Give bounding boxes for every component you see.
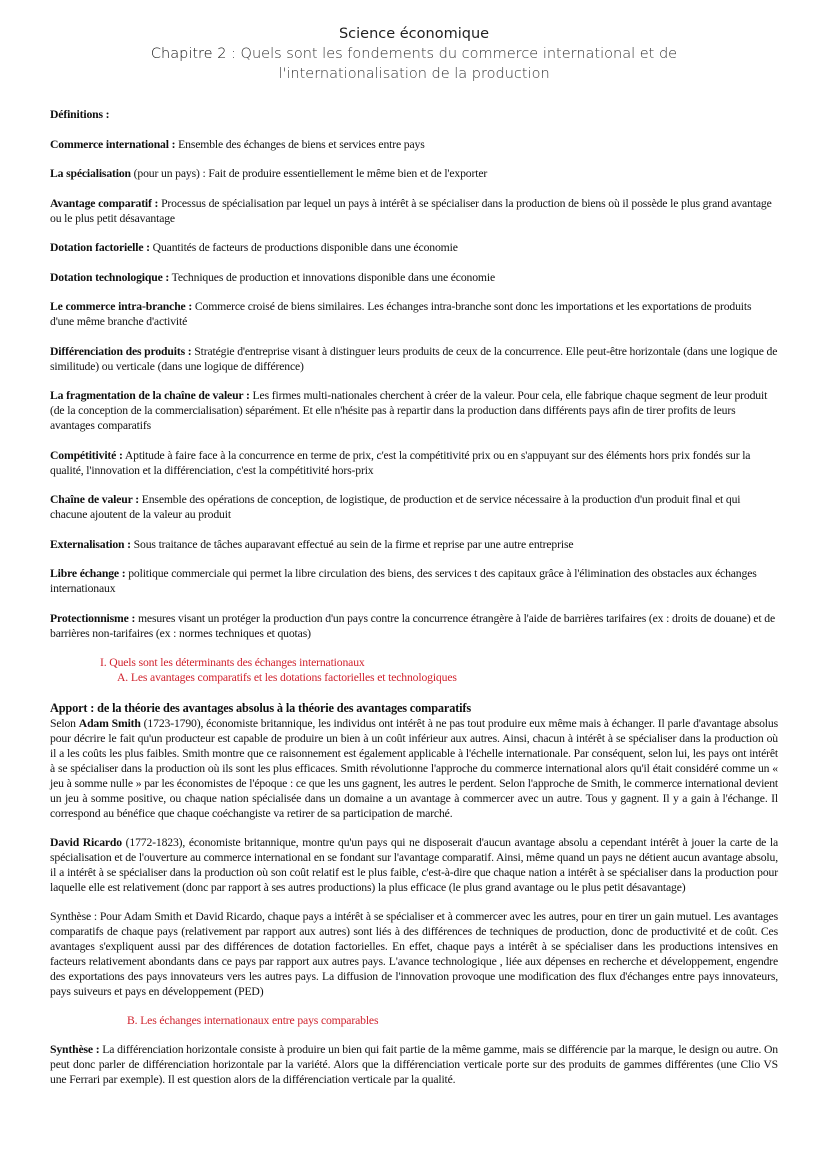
synthese-label: Synthèse : xyxy=(50,1043,100,1056)
definitions-heading: Définitions : xyxy=(50,108,110,121)
synthese-text: La différenciation horizontale consiste à produire un bien qui fait partie de la même gamme, mais se différencie par la marque, le design ou autre. On peut donc parler de différenciation horizontale par la variété. Alors que la différenciation verticale porte sur des produits de gammes différentes (une Clio VS une Ferrari par exemple). Il est question alors de la différenciation verticale par la qualité. xyxy=(50,1043,778,1086)
definition-item xyxy=(50,344,778,374)
definition-item xyxy=(50,299,778,329)
definition-text: mesures visant un protéger la production d'un pays contre la concurrence étrangère à l'aide de barrières tarifaires (ex : droits de douane) et de barrières non-tarifaires (ex : normes techniques et quotas) xyxy=(50,611,775,640)
definition-term: Avantage comparatif : xyxy=(50,196,159,210)
definition-term: La spécialisation xyxy=(50,167,131,180)
definition-item xyxy=(50,388,778,433)
definition-item xyxy=(50,270,778,285)
definition-term: Compétitivité : xyxy=(50,448,123,462)
definition-item xyxy=(50,196,778,226)
definition-text: Commerce croisé de biens similaires. Les échanges intra-branche sont donc les importations et les exportations de produits d'une même branche d'activité xyxy=(50,300,752,328)
definition-text: Processus de spécialisation par lequel un pays à intérêt à se spécialiser dans la production de biens où il possède le plus grand avantage ou le plus petit désavantage xyxy=(50,196,772,225)
definition-text: Sous traitance de tâches auparavant effectué au sein de la firme et reprise par une autre entreprise xyxy=(130,537,574,551)
definition-text: Aptitude à faire face à la concurrence en terme de prix, c'est la compétitivité prix ou en s'appuyant sur des éléments hors prix fondés sur la qualité, l'innovation et la différenciation, c'est la compétitivité hors-prix xyxy=(50,448,751,477)
definition-item xyxy=(50,137,778,152)
definition-term: La fragmentation de la chaîne de valeur : xyxy=(50,389,250,402)
definition-item xyxy=(50,611,778,641)
definition-term: Commerce international : xyxy=(50,137,176,151)
section-heading-IA: A. Les avantages comparatifs et les dotations factorielles et technologiques xyxy=(117,671,457,684)
definition-text: Quantités de facteurs de productions disponible dans une économie xyxy=(149,241,458,254)
chapter-title xyxy=(80,44,748,84)
definition-term: Chaîne de valeur : xyxy=(50,493,139,506)
chapter-label: Chapitre 2 : xyxy=(150,46,236,62)
synthese-paragraph-2 xyxy=(50,1042,778,1087)
smith-pre: Selon xyxy=(50,717,79,730)
smith-paragraph xyxy=(50,716,778,821)
definition-item xyxy=(50,537,778,552)
definition-item xyxy=(50,492,778,522)
definition-text: Techniques de production et innovations disponible dans une économie xyxy=(169,270,495,284)
document-header xyxy=(0,24,828,84)
definition-text: Ensemble des échanges de biens et services entre pays xyxy=(175,137,425,151)
subject-title: Science économique xyxy=(338,26,490,42)
section-headings xyxy=(50,655,778,685)
section-heading-IB: B. Les échanges internationaux entre pays comparables xyxy=(127,1014,379,1027)
definition-term: Dotation technologique : xyxy=(50,270,170,284)
definition-item xyxy=(50,166,778,181)
definition-item xyxy=(50,566,778,596)
definition-text: Les firmes multi-nationales cherchent à créer de la valeur. Pour cela, elle fabrique chaque segment de leur produit (de la conception de la commercialisation) séparément. Et elle n'hésite pas à repartir dans la production dans différents pays afin de tirer profits de leurs avantages comparatifs xyxy=(50,389,768,432)
ricardo-text: (1772-1823), économiste britannique, montre qu'un pays qui ne disposerait d'aucun avantage absolu a cependant intérêt à jouer la carte de la spécialisation et de l'ouverture au commerce international en se fondant sur l'avantage comparatif. Ainsi, même quand un pays ne détient aucun avantage absolu, il a intérêt à se spécialiser dans la production où son coût relatif est le plus faible, c'est-à-dire que chaque nation a intérêt à se spécialiser dans la production pour laquelle elle est relativement (donc par rapport à ses autres productions) la plus efficace (le plus grand avantage ou le plus petit désavantage) xyxy=(50,836,778,894)
apport-heading: Apport : de la théorie des avantages absolus à la théorie des avantages comparatifs xyxy=(50,701,471,715)
ricardo-name: David Ricardo xyxy=(50,836,122,849)
definition-text: Ensemble des opérations de conception, de logistique, de production et de service nécessaire à la production d'un produit final et qui chacune ajoutent de la valeur au produit xyxy=(50,493,741,521)
definition-item xyxy=(50,448,778,478)
document-body xyxy=(50,107,778,1101)
definition-text: Stratégie d'entreprise visant à distinguer leurs produits de ceux de la concurrence. Elle peut-être horizontale (dans une logique de similitude) ou verticale (dans une logique de différence) xyxy=(50,344,778,373)
definition-text: politique commerciale qui permet la libre circulation des biens, des services t des capitaux grâce à l'élimination des obstacles aux échanges internationaux xyxy=(50,567,757,595)
chapter-text: Quels sont les fondements du commerce international et de l'internationalisation de la production xyxy=(235,46,678,82)
smith-text: (1723-1790), économiste britannique, les individus ont intérêt à ne pas tout produire eux même mais à échanger. Il parle d'avantage absolus pour décrire le fait qu'un producteur est capable de produire un bien à un coût inférieur aux autres. Ainsi, chacun à intérêt à se spécialiser dans la production où il a les coûts les plus faibles. Smith montre que ce raisonnement est également applicable à l'échelle internationale. Par conséquent, selon lui, les pays ont intérêt à se spécialiser dans la production où ils sont les plus efficaces. Smith révolutionne l'approche du commerce international alors qu'il était considéré comme un « jeu à somme nulle » par les économistes de l'époque : ce que les uns gagnent, les autres le perdent. Selon l'approche de Smith, le commerce international devient un jeu à somme positive, ou chaque nation spécialisée dans un domaine a un avantage à commercer avec un autre. Tous y gagnent. Il y a gain à l'échange. Il correspond au bénéfice que chaque coéchangiste va retirer de sa participation de marché. xyxy=(50,717,778,820)
definition-term: Le commerce intra-branche : xyxy=(50,300,193,313)
definition-text: (pour un pays) : Fait de produire essentiellement le même bien et de l'exporter xyxy=(130,167,488,180)
synthese-paragraph-1: Synthèse : Pour Adam Smith et David Ricardo, chaque pays a intérêt à se spécialiser et à commercer avec les autres, pour en tirer un gain mutuel. Les avantages comparatifs de chaque pays (relativement par rapport aux autres) sont liés à des différences de techniques de production, donc de productivité et de coût. Ces avantages s'expliquent aussi par des différences de dotation factorielles. En effet, chaque pays a intérêt à se spécialiser dans les productions intensives en facteurs relativement abondants dans ce pays par rapport aux autres pays. L'avance technologique , liée aux dépenses en recherche et développement, engendre des exportations des pays innovateurs vers les autres pays. La diffusion de l'innovation provoque une modification des flux d'échanges entre pays innovateurs, pays suiveurs et pays en développement (PED) xyxy=(50,910,778,998)
definition-term: Externalisation : xyxy=(50,537,131,551)
definition-term: Dotation factorielle : xyxy=(50,241,150,254)
definition-term: Protectionnisme : xyxy=(50,611,136,625)
smith-name: Adam Smith xyxy=(78,717,141,730)
ricardo-paragraph xyxy=(50,835,778,895)
definition-item xyxy=(50,240,778,255)
definition-term: Libre échange : xyxy=(50,567,126,580)
section-heading-I: I. Quels sont les déterminants des échanges internationaux xyxy=(100,656,365,669)
definition-term: Différenciation des produits : xyxy=(50,344,192,358)
